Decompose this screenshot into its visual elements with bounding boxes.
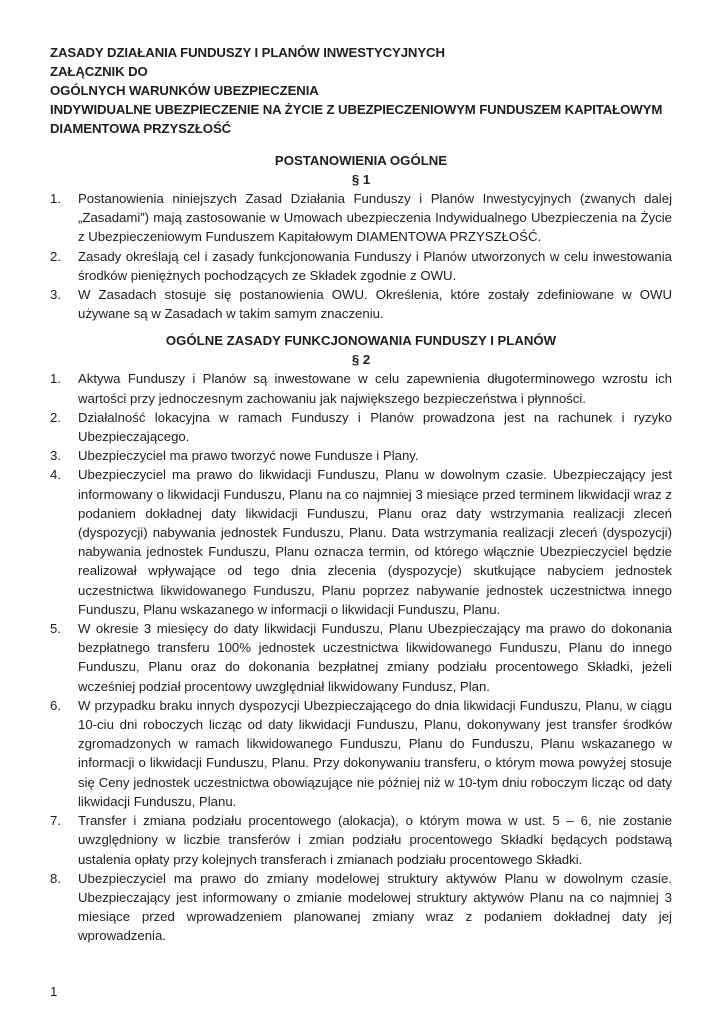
- section-title: OGÓLNE ZASADY FUNKCJONOWANIA FUNDUSZY I PLANÓW: [165, 333, 557, 349]
- document-page: [50, 43, 672, 954]
- list-item: [50, 465, 672, 619]
- list-item: [50, 247, 672, 285]
- item-number: 1.: [50, 371, 61, 387]
- document-header: [50, 43, 672, 138]
- list-item: [50, 811, 672, 869]
- item-text: Ubezpieczyciel ma prawo do likwidacji Funduszu, Planu w dowolnym czasie. Ubezpieczający jest informowany o likwidacji Funduszu, Planu na co najmniej 3 miesiące przed terminem likwidacji wraz z podaniem dokładnej daty likwidacji Funduszu, Planu oraz daty wstrzymania realizacji zleceń (dyspozycji) nabywania jednostek Funduszu, Planu. Data wstrzymania realizacji zleceń (dyspozycji) nabywania jednostek Funduszu, Planu oznacza termin, od którego włącznie Ubezpieczyciel będzie realizował wpływające od tego dnia zlecenia (dyspozycje) skutkujące nabyciem jednostek uczestnictwa likwidowanego Funduszu, Planu poprzez nabywanie jednostek uczestnictwa innego Funduszu, Planu wskazanego w informacji o likwidacji Funduszu, Planu.: [78, 467, 672, 617]
- item-number: 3.: [50, 448, 61, 464]
- provision-list: [50, 189, 672, 323]
- header-title: ZASADY DZIAŁANIA FUNDUSZY I PLANÓW INWESTYCYJNYCH: [50, 45, 445, 60]
- section-general-provisions: [50, 151, 672, 323]
- item-text: Zasady określają cel i zasady funkcjonowania Funduszy i Planów utworzonych w celu inwestowania środków pieniężnych pochodzących ze Składek zgodnie z OWU.: [78, 248, 672, 283]
- header-product: INDYWIDUALNE UBEZPIECZENIE NA ŻYCIE Z UBEZPIECZENIOWYM FUNDUSZEM KAPITAŁOWYM: [50, 102, 663, 117]
- list-item: [50, 369, 672, 407]
- list-item: [50, 696, 672, 811]
- item-number: 8.: [50, 870, 61, 886]
- item-text: Działalność lokacyjna w ramach Funduszy i Planów prowadzona jest na rachunek i ryzyko Ubezpieczającego.: [78, 409, 672, 445]
- item-text: Ubezpieczyciel ma prawo do zmiany modelowej struktury aktywów Planu w dowolnym czasie. Ubezpieczający jest informowany o zmianie modelowej struktury aktywów Planu na co najmniej 3 miesiące przed wprowadzeniem planowanej zmiany wraz z podaniem dokładnej daty jej wprowadzenia.: [78, 870, 672, 944]
- paragraph-number: § 2: [351, 352, 371, 368]
- section-general-rules: [50, 331, 672, 945]
- header-annex: ZAŁĄCZNIK DO: [50, 64, 148, 79]
- list-item: [50, 285, 672, 323]
- item-text: Postanowienia niniejszych Zasad Działania Funduszy i Planów Inwestycyjnych (zwanych dalej „Zasadami”) mają zastosowanie w Umowach ubezpieczenia Indywidualnego Ubezpieczenia na Życie z Ubezpieczeniowym Funduszem Kapitałowym DIAMENTOWA PRZYSZŁOŚĆ.: [78, 191, 672, 245]
- item-number: 6.: [50, 697, 61, 713]
- item-number: 1.: [50, 191, 61, 206]
- item-number: 4.: [50, 467, 61, 483]
- paragraph-number: § 1: [351, 172, 371, 187]
- item-text: W okresie 3 miesięcy do daty likwidacji Funduszu, Planu Ubezpieczający ma prawo do dokonania bezpłatnego transferu 100% jednostek uczestnictwa likwidowanego Funduszu, Planu do innego Funduszu, Planu oraz do dokonania bezpłatnej zmiany podziału procentowego Składki, jeżeli wcześniej podział procentowy uwzględniał likwidowany Fundusz, Plan.: [78, 621, 672, 694]
- item-number: 7.: [50, 813, 61, 829]
- header-owu: OGÓLNYCH WARUNKÓW UBEZPIECZENIA: [50, 83, 319, 98]
- item-number: 2.: [50, 248, 61, 264]
- page-number: 1: [50, 984, 58, 999]
- header-product-name: DIAMENTOWA PRZYSZŁOŚĆ: [50, 121, 232, 136]
- item-number: 5.: [50, 621, 61, 637]
- item-text: Aktywa Funduszy i Planów są inwestowane w celu zapewnienia długoterminowego wzrostu ich wartości przy jednoczesnym zachowaniu jak największego bezpieczeństwa i płynności.: [78, 371, 672, 406]
- list-item: [50, 446, 672, 465]
- item-number: 3.: [50, 287, 61, 303]
- item-number: 2.: [50, 409, 61, 425]
- list-item: [50, 869, 672, 946]
- list-item: [50, 189, 672, 247]
- list-item: [50, 408, 672, 446]
- item-text: Transfer i zmiana podziału procentowego (alokacja), o którym mowa w ust. 5 – 6, nie zostanie uwzględniony w liczbie transferów i zmian podziału procentowego Składki będących podstawą ustalenia opłaty przy kolejnych transferach i zmianach podziału procentowego Składki.: [78, 813, 672, 867]
- section-title: POSTANOWIENIA OGÓLNE: [274, 153, 448, 168]
- provision-list: [50, 369, 672, 945]
- item-text: W Zasadach stosuje się postanowienia OWU. Określenia, które zostały zdefiniowane w OWU używane są w Zasadach w takim samym znaczeniu.: [78, 287, 672, 322]
- item-text: W przypadku braku innych dyspozycji Ubezpieczającego do dnia likwidacji Funduszu, Planu, w ciągu 10-ciu dni roboczych licząc od daty likwidacji Funduszu, Planu, dokonywany jest transfer środków zgromadzonych w ramach likwidowanego Funduszu, Planu do Funduszu, Planu wskazanego w informacji o likwidacji Funduszu, Planu. Przy dokonywaniu transferu, o którym mowa powyżej stosuje się Ceny jednostek uczestnictwa obowiązujące nie później niż w 10-tym dniu roboczym licząc od daty likwidacji Funduszu, Planu.: [78, 697, 672, 809]
- item-text: Ubezpieczyciel ma prawo tworzyć nowe Fundusze i Plany.: [78, 448, 419, 464]
- list-item: [50, 619, 672, 696]
